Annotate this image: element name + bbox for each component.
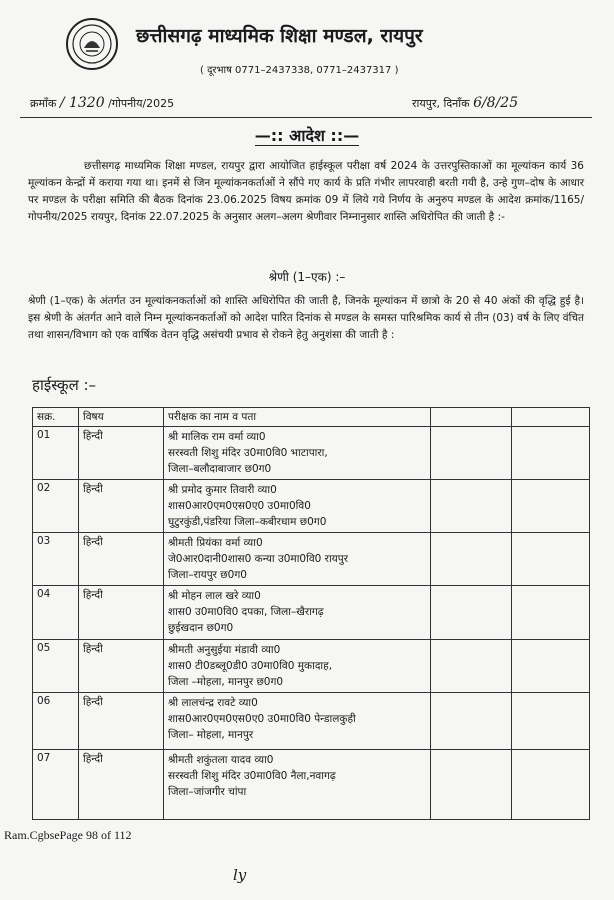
cell-sno: 04: [33, 586, 79, 640]
table-row: [33, 640, 590, 693]
cell-blank: [512, 693, 590, 750]
header-blank-1: [431, 408, 512, 427]
examiner-line: जिला–जांजगीर चांपा: [168, 786, 247, 798]
examiner-line: श्री मालिक राम वर्मा व्या0: [168, 431, 266, 443]
examiner-line: जिला –मोहला, मानपुर छ0ग0: [168, 676, 284, 688]
handwritten-date: 6/8/25: [473, 95, 519, 111]
cell-blank: [512, 586, 590, 640]
cell-examiner: [164, 640, 431, 693]
examiner-line: शास0आर0एम0एस0ए0 उ0मा0वि0 पेन्डालकुही: [168, 713, 356, 725]
cell-blank: [512, 640, 590, 693]
table-row: [33, 427, 590, 480]
cell-examiner: [164, 586, 431, 640]
place-date: [412, 95, 518, 111]
table-row: [33, 480, 590, 533]
place-date-label: रायपुर, दिनाँक: [412, 97, 470, 110]
examiner-line: श्री प्रमोद कुमार तिवारी व्या0: [168, 484, 277, 496]
signature-mark: ly: [233, 866, 247, 884]
examiner-line: श्रीमती शकुंतला यादव व्या0: [168, 754, 274, 766]
table-row: [33, 750, 590, 820]
examiner-line: जिला–बलौदाबाजार छ0ग0: [168, 463, 272, 475]
reference-handwritten-number: / 1320: [59, 95, 105, 111]
cell-examiner: [164, 750, 431, 820]
cell-blank: [431, 533, 512, 586]
cell-blank: [512, 427, 590, 480]
examiner-line: सरस्वती शिशु मंदिर उ0मा0वि0 भाटापारा,: [168, 447, 328, 459]
cell-sno: 07: [33, 750, 79, 820]
cell-subject: हिन्दी: [79, 640, 164, 693]
cell-examiner: [164, 480, 431, 533]
examiner-line: शास0आर0एम0एस0ए0 उ0मा0वि0: [168, 500, 311, 512]
reference-label: क्रमाँक: [30, 97, 57, 110]
order-heading: —:: आदेश ::—: [254, 126, 360, 145]
cell-blank: [431, 586, 512, 640]
examiner-line: छुईखदान छ0ग0: [168, 622, 234, 634]
examiner-line: जिला– मोहला, मानपुर: [168, 729, 254, 741]
header-examiner: परीक्षक का नाम व पता: [164, 408, 431, 427]
examiner-line: घुटुरकुंडी,पंडरिया जिला–कबीरधाम छ0ग0: [168, 516, 327, 528]
table-row: [33, 533, 590, 586]
examiner-line: शास0 उ0मा0वि0 दपका, जिला–खैरागढ़: [168, 606, 324, 618]
header-subject: विषय: [79, 408, 164, 427]
board-seal-icon: [66, 18, 118, 70]
examiner-line: जिला–रायपुर छ0ग0: [168, 569, 247, 581]
cell-subject: हिन्दी: [79, 750, 164, 820]
cell-sno: 01: [33, 427, 79, 480]
cell-blank: [431, 640, 512, 693]
cell-blank: [431, 750, 512, 820]
cell-sno: 05: [33, 640, 79, 693]
board-title: छत्तीसगढ़ माध्यमिक शिक्षा मण्डल, रायपुर: [136, 25, 423, 47]
board-phone: ( दूरभाष 0771–2437338, 0771–2437317 ): [200, 65, 399, 76]
cell-blank: [431, 693, 512, 750]
cell-subject: हिन्दी: [79, 586, 164, 640]
cell-blank: [512, 750, 590, 820]
cell-sno: 06: [33, 693, 79, 750]
examiner-line: शास0 टी0डब्लू0डी0 उ0मा0वि0 मुकादाह,: [168, 660, 333, 672]
table-header-row: [33, 408, 590, 427]
cell-blank: [512, 480, 590, 533]
cell-blank: [431, 480, 512, 533]
header-sno: सक्र.: [33, 408, 79, 427]
reference-suffix: /गोपनीय/2025: [108, 97, 175, 110]
cell-blank: [431, 427, 512, 480]
cell-examiner: [164, 533, 431, 586]
order-paragraph-2: श्रेणी (1–एक) के अंतर्गत उन मूल्यांकनकर्ताओं को शास्ति अधिरोपित की जाती है, जिनके मूल्यांकन में छात्रो के 20 से 40 अंकों की वृद्धि हुई है। इस श्रेणी के अंतर्गत आने वाले निम्न मूल्यांकनकर्ताओं को आदेश पारित दिनांक से मण्डल के समस्त पारिश्रमिक कार्य से तीन (03) वर्ष के लिए वंचित तथा शासन/विभाग को एक वार्षिक वेतन वृद्धि असंचयी प्रभाव से रोकने हेतु अनुशंसा की जाती है :: [28, 295, 585, 341]
cell-subject: हिन्दी: [79, 480, 164, 533]
reference-number: [30, 95, 174, 111]
order-paragraph-1: छत्तीसगढ़ माध्यमिक शिक्षा मण्डल, रायपुर द्वारा आयोजित हाईस्कूल परीक्षा वर्ष 2024 के उत्तरपुस्तिकाओं का मूल्यांकन कार्य 36 मूल्यांकन केन्द्रों में कराया गया था। इनमें से जिन मूल्यांकनकर्ताओं ने सौंपे गए कार्य के प्रति गंभीर लापरवाही बरती गयी है, उन्हे गुण–दोष के आधार पर मण्डल के परीक्षा समिति की बैठक दिनांक 23.06.2025 विषय क्रमांक 09 में लिये गये निर्णय के अनुरुप मण्डल के आदेश क्रमांक/1165/गोपनीय/2025 रायपुर, दिनांक 22.07.2025 के अनुसार अलग–अलग श्रेणीवार निम्नानुसार शास्ति अधिरोपित की जाती है :-: [28, 160, 584, 223]
examiner-line: श्रीमती प्रियंका वर्मा व्या0: [168, 537, 263, 549]
examiner-line: जे0आर0दानी0शास0 कन्या उ0मा0वि0 रायपुर: [168, 553, 349, 565]
section-label: हाईस्कूल :–: [32, 376, 97, 394]
cell-subject: हिन्दी: [79, 533, 164, 586]
cell-blank: [512, 533, 590, 586]
header-blank-2: [512, 408, 590, 427]
examiner-line: सरस्वती शिशु मंदिर उ0मा0वि0 नैला,नवागढ़: [168, 770, 336, 782]
category-heading: श्रेणी (1–एक) :–: [268, 270, 346, 284]
page-footer: Ram.CgbsePage 98 of 112: [4, 828, 132, 842]
cell-examiner: [164, 693, 431, 750]
cell-examiner: [164, 427, 431, 480]
header-divider: [20, 117, 592, 118]
table-body: [33, 427, 590, 820]
examiner-table: [32, 407, 590, 820]
examiner-line: श्री लालचंन्द्र रावटे व्या0: [168, 697, 258, 709]
examiner-line: श्री मोहन लाल खरे व्या0: [168, 590, 261, 602]
cell-subject: हिन्दी: [79, 693, 164, 750]
table-row: [33, 693, 590, 750]
table-row: [33, 586, 590, 640]
examiner-line: श्रीमती अनुसुईया मंडावी व्या0: [168, 644, 281, 656]
cell-sno: 03: [33, 533, 79, 586]
cell-subject: हिन्दी: [79, 427, 164, 480]
cell-sno: 02: [33, 480, 79, 533]
